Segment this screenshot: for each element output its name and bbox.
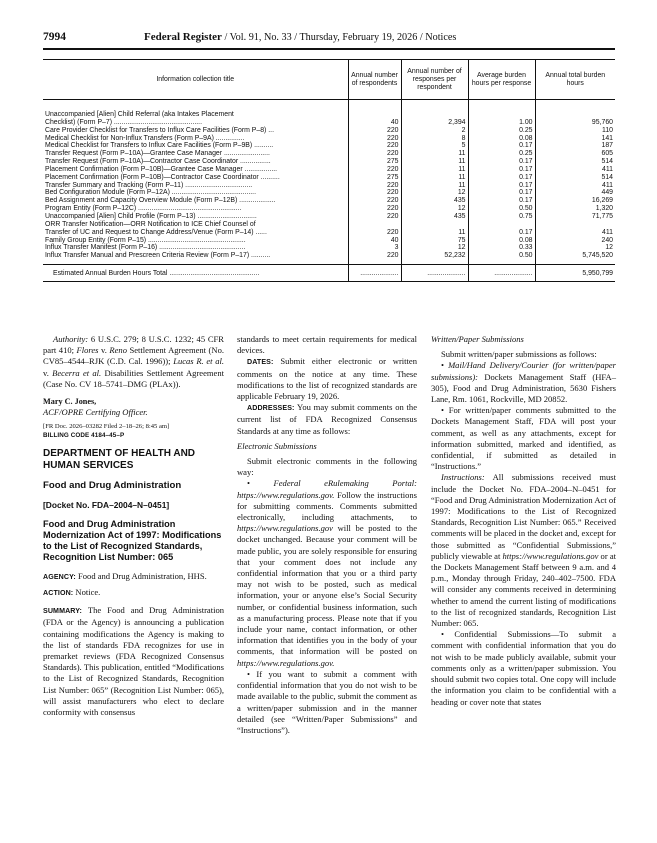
- document-title: Food and Drug Administration Modernization Act of 1997: Modifications to the List of Recognized Standards, Recognition List Number: 065: [43, 518, 222, 562]
- electronic-intro: Submit electronic comments in the following way:: [237, 456, 417, 478]
- cell-total: 95,760: [535, 119, 615, 127]
- text-column-1: [43, 334, 224, 718]
- cell-burden: 0.33: [468, 244, 535, 252]
- cell-total: 5,745,520: [535, 252, 615, 264]
- row-title: Placement Confirmation (Form P–10B)—Grantee Case Manager .................: [45, 165, 278, 173]
- written-intro: Submit written/paper submissions as follows:: [441, 349, 597, 360]
- regulations-link[interactable]: https://www.regulations.gov.: [237, 489, 335, 500]
- cell-total: 71,775: [535, 213, 615, 221]
- agency-line: AGENCY: Food and Drug Administration, HHS.: [43, 570, 207, 581]
- cell-respondents: 220: [348, 150, 401, 158]
- mail-bullet: • Mail/Hand Delivery/Courier (for written/paper submissions): Dockets Management Staff (HFA–305), Food and Drug Administration, 5630 Fishers Lane, Rm. 1061, Rockville, MD 20852.: [431, 360, 616, 405]
- journal-name: Federal Register: [144, 31, 222, 43]
- table-row: [43, 135, 615, 143]
- table-row: [43, 158, 615, 166]
- cell-burden: 0.17: [468, 229, 535, 237]
- table-row: [43, 142, 615, 150]
- total-value: 5,950,799: [535, 265, 615, 282]
- cell-responses: 11: [401, 182, 468, 190]
- cell-total: 1,320: [535, 205, 615, 213]
- text-column-2: [237, 334, 417, 736]
- cell-respondents: 220: [348, 142, 401, 150]
- row-title: Unaccompanied [Alien] Child Referral (aka Intakes Placement: [45, 111, 234, 118]
- row-title: Placement Confirmation (Form P–10B)—Contractor Case Coordinator ..........: [45, 173, 280, 181]
- cell-responses: 11: [401, 150, 468, 158]
- cell-responses: 11: [401, 174, 468, 182]
- authority-paragraph: Authority: 6 U.S.C. 279; 8 U.S.C. 1232; 45 CFR part 410; Flores v. Reno Settlement Agreement (No. CV85–4544–RJK (C.D. Cal. 1996)); Lucas R. et al. v. Becerra et al. Disabilities Settlement Agreement (Case No. CV 18–5741–DMG (PLAx)).: [43, 334, 225, 389]
- cell-total: 12: [535, 244, 615, 252]
- row-title: Transfer Summary and Tracking (Form P–11) ...................................: [45, 181, 253, 189]
- cell-burden: 0.17: [468, 174, 535, 182]
- table-row: [43, 244, 615, 252]
- page-header: [43, 31, 623, 45]
- continued-paragraph: standards to meet certain requirements for medical devices.: [237, 334, 417, 356]
- cell-respondents: 220: [348, 252, 401, 264]
- table-row: [43, 100, 615, 119]
- cell-total: 411: [535, 166, 615, 174]
- col-header-burden: Average burden hours per response: [468, 60, 535, 100]
- cell-total: 141: [535, 135, 615, 143]
- row-title: Medical Checklist for Transfers to Influx Care Facilities (Form P–9B) ..........: [45, 142, 274, 150]
- cell-burden: 0.08: [468, 237, 535, 245]
- cell-responses: 12: [401, 205, 468, 213]
- table-row: [43, 119, 615, 127]
- table-row: [43, 229, 615, 237]
- cell-respondents: 220: [348, 135, 401, 143]
- confidential-submissions-bullet: • Confidential Submissions—To submit a comment with confidential information that you do not wish to be made publicly available, submit your comments only as a written/paper submission. You should submit two copies total. One copy will include the information you claim to be confidential with a heading or cover note that states: [431, 629, 616, 707]
- cell-burden: 0.25: [468, 150, 535, 158]
- col-header-title: Information collection title: [43, 60, 348, 100]
- table-row: [43, 189, 615, 197]
- col-header-responses: Annual number of responses per respondent: [401, 60, 468, 100]
- cell-burden: 0.17: [468, 189, 535, 197]
- table-row: [43, 221, 615, 229]
- cell-respondents: 275: [348, 158, 401, 166]
- cell-burden: 0.08: [468, 135, 535, 143]
- fr-doc-line: [FR Doc. 2026–03282 Filed 2–18–26; 8:45 am]: [43, 423, 170, 431]
- cell-total: 187: [535, 142, 615, 150]
- cell-burden: 0.17: [468, 197, 535, 205]
- paper-comments-bullet: • For written/paper comments submitted to the Dockets Management Staff, FDA will post your comment, as well as any attachments, except for information submitted, marked and identified, as confidential, if submitted as detailed in “Instructions.”: [431, 405, 616, 472]
- cell-respondents: 220: [348, 127, 401, 135]
- confidential-bullet: • If you want to submit a comment with confidential information that you do not wish to be made available to the public, submit the comment as a written/paper submission and in the manner detailed (see “Written/Paper Submissions” and “Instructions”).: [237, 668, 417, 735]
- bullet-icon: •: [441, 629, 455, 640]
- cell-burden: 0.17: [468, 166, 535, 174]
- burden-table: [43, 59, 615, 282]
- table-row: [43, 150, 615, 158]
- table-row: [43, 213, 615, 221]
- cell-total: 411: [535, 182, 615, 190]
- table-row: [43, 127, 615, 135]
- cell-respondents: 40: [348, 237, 401, 245]
- cell-responses: 2,394: [401, 119, 468, 127]
- cell-burden: 0.50: [468, 205, 535, 213]
- text-column-3: [431, 334, 616, 708]
- table-row: [43, 237, 615, 245]
- electronic-submissions-heading: Electronic Submissions: [237, 440, 317, 451]
- running-head: [144, 31, 456, 43]
- row-title: Family Group Entity (Form P–15) ...................................................: [45, 236, 246, 244]
- regulations-link[interactable]: https://www.regulations.gov: [502, 550, 599, 561]
- cell-responses: 11: [401, 166, 468, 174]
- table-row: [43, 197, 615, 205]
- cell-responses: 52,232: [401, 252, 468, 264]
- row-title: Bed Assignment and Capacity Overview Module (Form P–12B) ...................: [45, 197, 276, 205]
- row-title: Transfer Request (Form P–10A)—Contractor Case Coordinator ................: [45, 158, 271, 166]
- cell-respondents: 220: [348, 229, 401, 237]
- cell-respondents: 220: [348, 213, 401, 221]
- col-header-total: Annual total burden hours: [535, 60, 615, 100]
- bullet-icon: •: [247, 668, 257, 679]
- header-rule: [43, 48, 615, 50]
- cell-burden: 0.17: [468, 142, 535, 150]
- col-header-respondents: Annual number of respondents: [348, 60, 401, 100]
- docket-number: [Docket No. FDA–2004–N–0451]: [43, 499, 170, 510]
- cell-respondents: 220: [348, 189, 401, 197]
- page-number: 7994: [43, 31, 66, 43]
- cell-total: 240: [535, 237, 615, 245]
- signer-title: ACF/OPRE Certifying Officer.: [43, 407, 148, 418]
- cell-responses: 11: [401, 158, 468, 166]
- table-row: [43, 252, 615, 264]
- cell-respondents: 40: [348, 119, 401, 127]
- cell-respondents: 220: [348, 197, 401, 205]
- bullet-icon: •: [441, 405, 449, 416]
- summary-paragraph: SUMMARY: The Food and Drug Administration (FDA or the Agency) is announcing a publication containing modifications the Agency is making to the list of standards FDA recognizes for use in premarket reviews (FDA Recognized Consensus Standards). This publication, entitled “Modifications to the List of Recognized Standards, Recognition List Number: 065” (Recognition List Number: 065), will assist manufacturers who elect to declare conformity with consensus: [43, 605, 224, 718]
- row-title: ORR Transfer Notification—ORR Notification to ICE Chief Counsel of: [45, 220, 256, 228]
- cell-respondents: 220: [348, 182, 401, 190]
- table-row: [43, 166, 615, 174]
- cell-respondents: 220: [348, 205, 401, 213]
- cell-burden: 0.75: [468, 213, 535, 221]
- row-title: Transfer of UC and Request to Change Address/Venue (Form P–14) ......: [45, 228, 267, 236]
- cell-burden: 0.17: [468, 182, 535, 190]
- table-total-row: [43, 265, 615, 282]
- row-title: Unaccompanied [Alien] Child Profile (Form P–13) ...............................: [45, 212, 257, 220]
- row-title: Transfer Request (Form P–10A)—Grantee Case Manager ........................: [45, 150, 270, 158]
- cell-responses: 435: [401, 213, 468, 221]
- table-row: [43, 182, 615, 190]
- total-cell: ....................: [468, 265, 535, 282]
- bullet-icon: •: [247, 478, 274, 489]
- cell-burden: 0.25: [468, 127, 535, 135]
- row-title: Bed Configuration Module (Form P–12A) ............................................: [45, 189, 257, 197]
- issue-details: / Vol. 91, No. 33 / Thursday, February 19, 2026 / Notices: [221, 32, 457, 43]
- cell-burden: 0.50: [468, 252, 535, 264]
- cell-respondents: 220: [348, 166, 401, 174]
- cell-responses: 435: [401, 197, 468, 205]
- cell-total: 605: [535, 150, 615, 158]
- cell-total: 514: [535, 158, 615, 166]
- cell-total: 449: [535, 189, 615, 197]
- cell-responses: 11: [401, 229, 468, 237]
- instructions-paragraph: Instructions: All submissions received must include the Docket No. FDA–2004–N–0451 for “Food and Drug Administration Modernization Act of 1997: Modifications to the List of Recognized Standards, Recognition List Number: 065.” Received comments will be placed in the docket and, except for those submitted as “Confidential Submissions,” publicly viewable at https://www.regulations.gov or at the Dockets Management Staff between 9 a.m. and 4 p.m., Monday through Friday, 240–402–7500. FDA will consider any comments received in determining whether to amend the current listing of modifications to the list of recognized standards, Recognition List Number: 065.: [431, 472, 616, 629]
- row-title: Program Entity (Form P–12C) ......................................................: [45, 205, 242, 213]
- action-line: ACTION: Notice.: [43, 587, 101, 598]
- cell-total: 411: [535, 229, 615, 237]
- cell-responses: 2: [401, 127, 468, 135]
- total-label: Estimated Annual Burden Hours Total ...............................................: [43, 265, 348, 282]
- bullet-icon: •: [441, 360, 449, 371]
- table-row: [43, 205, 615, 213]
- cell-responses: 12: [401, 189, 468, 197]
- cell-responses: 8: [401, 135, 468, 143]
- addresses-paragraph: ADDRESSES: You may submit comments on the current list of FDA Recognized Consensus Standards at any time as follows:: [237, 402, 417, 436]
- table-row: [43, 174, 615, 182]
- written-submissions-heading: Written/Paper Submissions: [431, 334, 524, 344]
- agency-heading: DEPARTMENT OF HEALTH AND HUMAN SERVICES: [43, 448, 196, 472]
- cell-responses: 12: [401, 244, 468, 252]
- billing-code: BILLING CODE 4184–45–P: [43, 432, 125, 440]
- cell-responses: 5: [401, 142, 468, 150]
- total-cell: ....................: [348, 265, 401, 282]
- cell-burden: 0.17: [468, 158, 535, 166]
- cell-respondents: 275: [348, 174, 401, 182]
- row-title: Influx Transfer Manual and Prescreen Criteria Review (Form P–17) ..........: [45, 252, 271, 260]
- cell-total: 110: [535, 127, 615, 135]
- row-title: Checklist) (Form P–7) ..............................................: [45, 118, 202, 126]
- cell-total: 16,269: [535, 197, 615, 205]
- portal-bullet: • Federal eRulemaking Portal: https://www.regulations.gov. Follow the instructions for submitting comments. Comments submitted electronically, including attachments, to https://www.regulations.gov will be posted to the docket unchanged. Because your comment will be made public, you are solely responsible for ensuring that your comment does not include any confidential information that you or a third party may not wish to be posted, such as medical information, your or anyone else’s Social Security number, or confidential business information, such as a manufacturing process. Please note that if you include your name, contact information, or other information that identifies you in the body of your comments, that information will be posted on https://www.regulations.gov.: [237, 478, 417, 668]
- row-title: Care Provider Checklist for Transfers to Influx Care Facilities (Form P–8) ...: [45, 126, 274, 134]
- cell-respondents: 3: [348, 244, 401, 252]
- cell-responses: 75: [401, 237, 468, 245]
- signer-name: Mary C. Jones,: [43, 397, 97, 407]
- regulations-link[interactable]: https://www.regulations.gov: [237, 523, 333, 534]
- total-cell: ....................: [401, 265, 468, 282]
- subagency-heading: Food and Drug Administration: [43, 480, 182, 492]
- row-title: Influx Transfer Manifest (Form P–16) .............................................: [45, 244, 246, 252]
- cell-burden: 1.00: [468, 119, 535, 127]
- regulations-link[interactable]: https://www.regulations.gov.: [237, 657, 335, 668]
- row-title: Medical Checklist for Non-Influx Transfers (Form P–9A) ...............: [45, 134, 245, 142]
- cell-total: 514: [535, 174, 615, 182]
- dates-paragraph: DATES: Submit either electronic or written comments on the notice at any time. These modifications to the list of recognized standards are applicable February 19, 2026.: [237, 356, 417, 402]
